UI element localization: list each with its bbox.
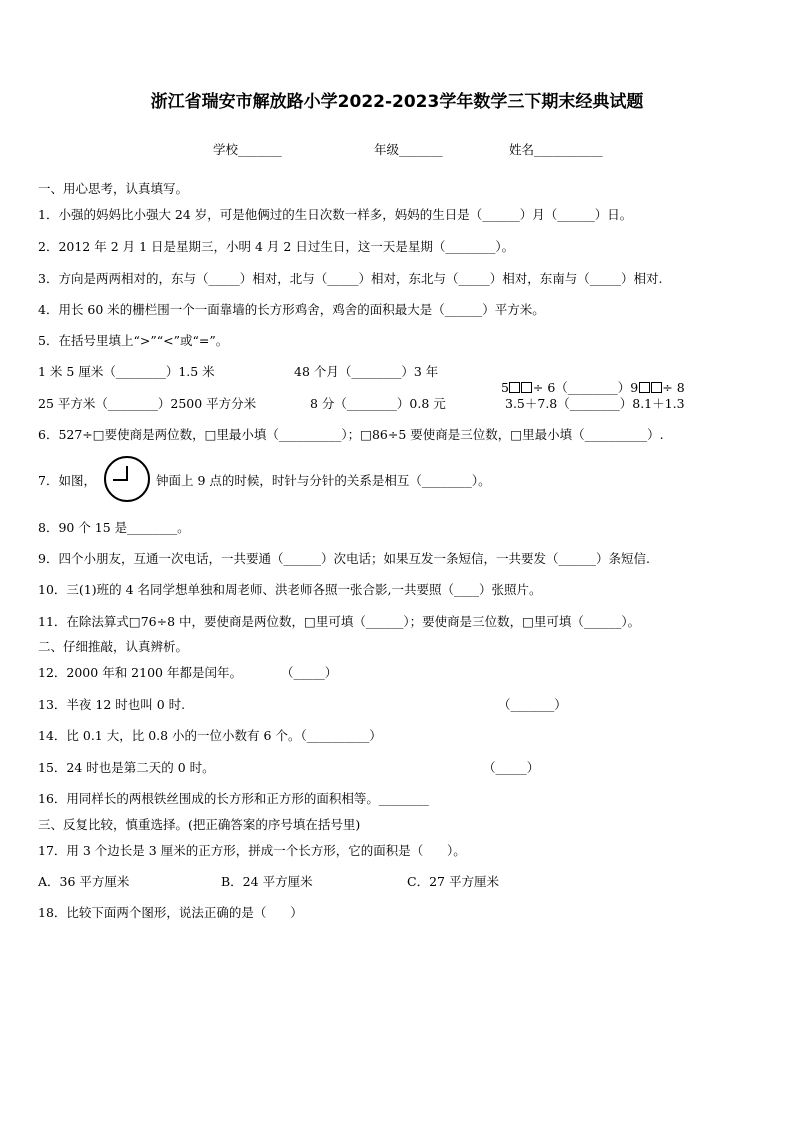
question-7-lead: 7．如图， (38, 473, 96, 488)
question-2: 2．2012 年 2 月 1 日是星期三，小明 4 月 2 日过生日，这一天是星期（________）。 (38, 239, 515, 254)
section-2-heading: 二、仔细推敲，认真辨析。 (38, 639, 189, 654)
q5-item-3 (493, 364, 685, 396)
q5-item-5: 8 分（________）0.8 元 (310, 396, 446, 411)
question-10: 10．三(1)班的 4 名同学想单独和周老师、洪老师各照一张合影,一共要照（____）张照片。 (38, 582, 542, 597)
question-14: 14．比 0.1 大，比 0.8 小的一位小数有 6 个。（__________） (38, 728, 382, 743)
question-7-body: 钟面上 9 点的时候，时针与分针的关系是相互（________）。 (156, 473, 491, 488)
q17-option-a: A．36 平方厘米 (38, 874, 130, 889)
blank-box-icon (509, 382, 520, 393)
question-17: 17．用 3 个边长是 3 厘米的正方形，拼成一个长方形，它的面积是（ ）。 (38, 843, 466, 858)
blank-box-icon (651, 382, 662, 393)
q5-item-4: 25 平方米（________）2500 平方分米 (38, 396, 257, 411)
clock-hour-hand (113, 479, 128, 481)
grade-field: 年级_______ (374, 142, 443, 157)
question-15: 15．24 时也是第二天的 0 时。 (38, 760, 215, 775)
question-12: 12．2000 年和 2100 年都是闰年。 (38, 665, 242, 680)
question-4: 4．用长 60 米的栅栏围一个一面靠墙的长方形鸡舍，鸡舍的面积最大是（______）平方米。 (38, 302, 545, 317)
blank-box-icon (639, 382, 650, 393)
question-5: 5．在括号里填上“>”“<”或“=”。 (38, 333, 229, 348)
question-15-answer: （_____） (483, 760, 540, 775)
question-6: 6．527÷□要使商是两位数，□里最小填（__________）；□86÷5 要使商是三位数，□里最小填（__________）. (38, 427, 664, 442)
question-13-answer: （_______） (498, 697, 567, 712)
school-field: 学校_______ (213, 142, 282, 157)
q5-item-3-part-1: 5 (500, 380, 509, 395)
question-3: 3．方向是两两相对的，东与（_____）相对，北与（_____）相对，东北与（_____）相对，东南与（_____）相对. (38, 271, 663, 286)
name-field: 姓名___________ (509, 142, 603, 157)
clock-icon (104, 456, 150, 502)
question-1: 1．小强的妈妈比小强大 24 岁，可是他俩过的生日次数一样多，妈妈的生日是（______）月（______）日。 (38, 207, 633, 222)
question-18: 18．比较下面两个图形，说法正确的是（ ） (38, 905, 303, 920)
q5-item-1: 1 米 5 厘米（________）1.5 米 (38, 364, 215, 379)
blank-box-icon (521, 382, 532, 393)
question-8: 8．90 个 15 是________。 (38, 520, 190, 535)
q17-option-c: C．27 平方厘米 (407, 874, 499, 889)
q17-option-b: B．24 平方厘米 (221, 874, 313, 889)
page-title: 浙江省瑞安市解放路小学2022-2023学年数学三下期末经典试题 (150, 92, 644, 112)
question-13: 13．半夜 12 时也叫 0 时. (38, 697, 186, 712)
q5-item-6: 3.5＋7.8（________）8.1＋1.3 (505, 396, 685, 411)
question-11: 11．在除法算式□76÷8 中，要使商是两位数，□里可填（______）；要使商是三位数，□里可填（______）。 (38, 614, 641, 629)
q5-item-3-part-3: ÷ 8 (662, 380, 685, 395)
q5-item-3-part-2: ÷ 6（________）9 (532, 380, 639, 395)
section-3-heading: 三、反复比较，慎重选择。(把正确答案的序号填在括号里) (38, 817, 361, 832)
q5-item-2: 48 个月（________）3 年 (294, 364, 439, 379)
question-9: 9．四个小朋友，互通一次电话，一共要通（______）次电话；如果互发一条短信，一共要发（______）条短信. (38, 551, 650, 566)
section-1-heading: 一、用心思考，认真填写。 (38, 181, 189, 196)
question-12-answer: （_____） (281, 665, 338, 680)
question-16: 16．用同样长的两根铁丝围成的长方形和正方形的面积相等。________ (38, 791, 429, 806)
